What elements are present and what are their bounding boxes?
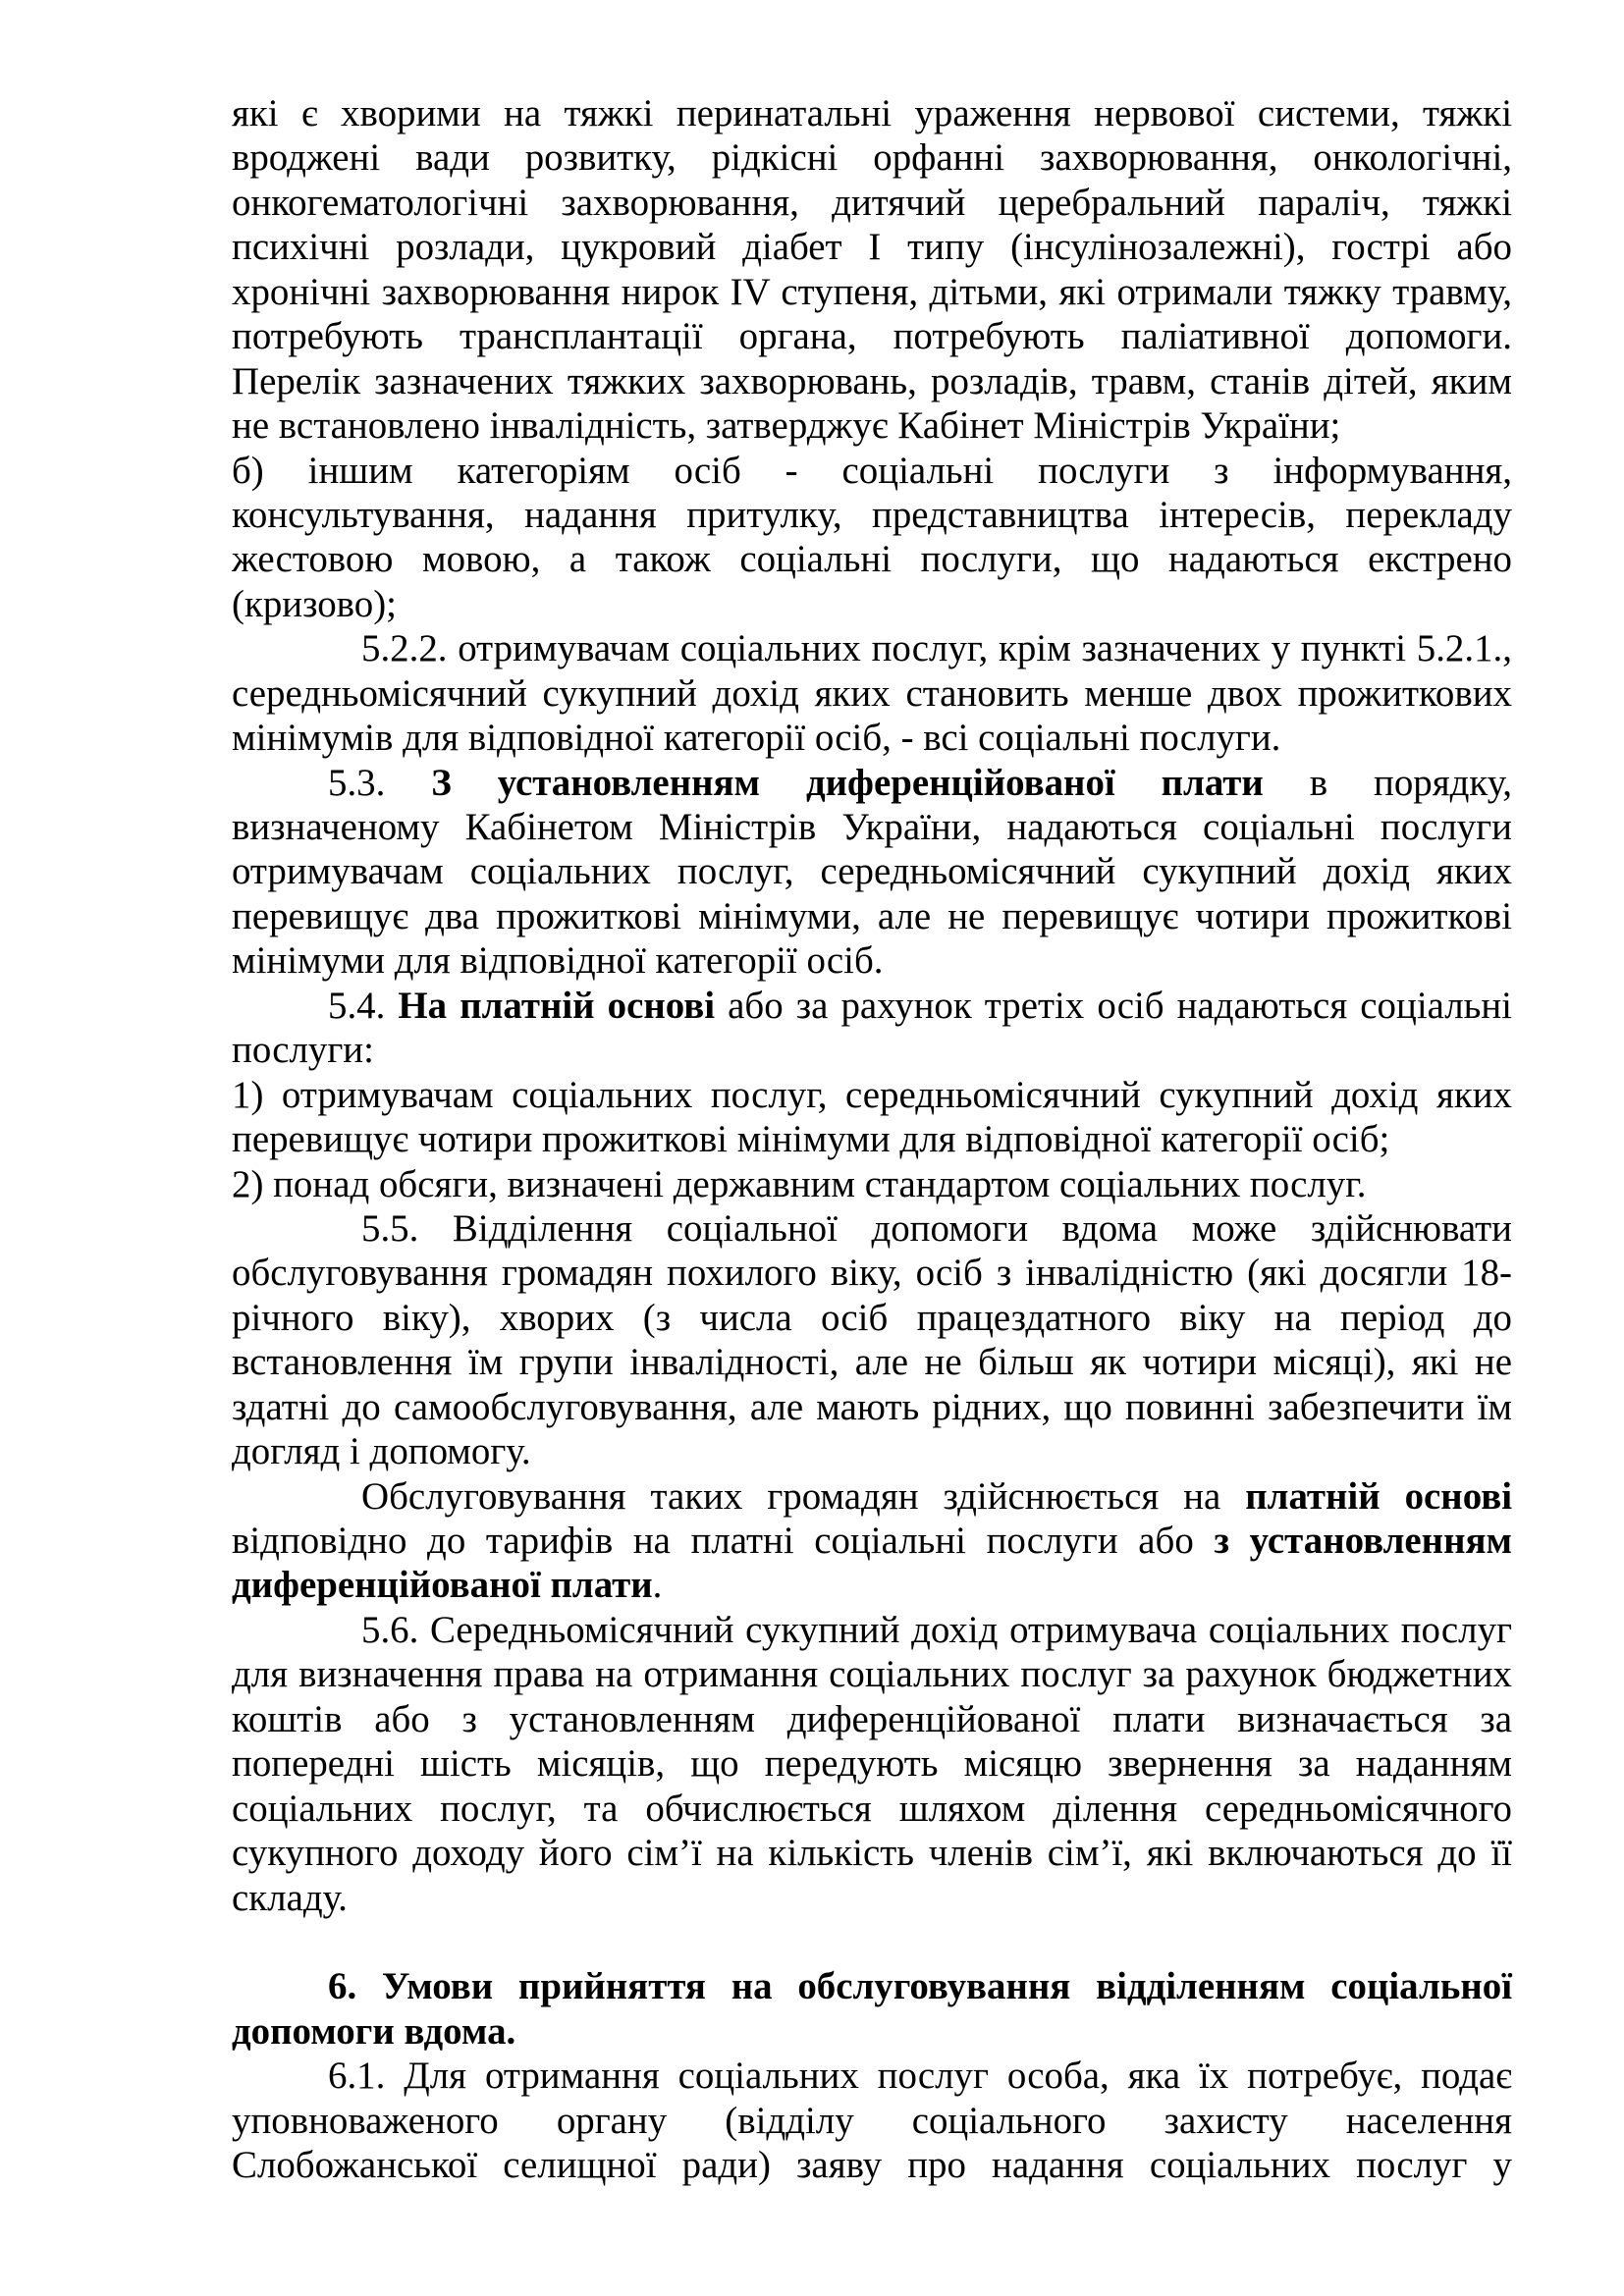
text-line: 5.6. Середньомісячний сукупний дохід отримувача соціальних послуг — [361, 1608, 1512, 1651]
heading-line: допомоги вдома. — [232, 2009, 516, 2053]
text-line: (кризово); — [232, 582, 397, 625]
text-line: не встановлено інвалідність, затверджує Кабінет Міністрів України; — [232, 404, 1341, 448]
text-line: коштів або з установленням диференційованої плати визначається за — [232, 1697, 1512, 1740]
text-line: сукупного доходу його сім’ї на кількість членів сім’ї, які включаються до її — [232, 1832, 1512, 1875]
text-line: Перелік зазначених тяжких захворювань, розладів, травм, станів дітей, яким — [232, 359, 1512, 402]
line-segment: відповідно до тарифів на платні соціальні послуги або — [232, 1520, 1215, 1562]
text-line: 6.1. Для отримання соціальних послуг особа, яка їх потребує, подає — [328, 2055, 1512, 2098]
paragraph-5-4 — [232, 984, 1512, 1073]
line-segment: 5.3. — [328, 761, 432, 804]
text-line: 1) отримувачам соціальних послуг, середньомісячний сукупний дохід яких — [232, 1073, 1512, 1116]
text-line: мінімуми для відповідної категорії осіб. — [232, 939, 884, 983]
text-line: перевищує чотири прожиткові мінімуми для відповідної категорії осіб; — [232, 1118, 1390, 1161]
list-item-2 — [232, 1162, 1512, 1206]
emphasis: з установленням — [1214, 1520, 1513, 1562]
text-line: послуги: — [232, 1029, 374, 1072]
line-segment: або за рахунок третіх осіб надаються соціальні — [715, 984, 1512, 1027]
text-line: 5.5. Відділення соціальної допомоги вдома може здійснювати — [361, 1206, 1512, 1250]
blank-line — [232, 1920, 1512, 1964]
text-line: які є хворими на тяжкі перинатальні ураження нервової системи, тяжкі — [232, 92, 1512, 134]
text-line: мінімумів для відповідної категорії осіб, - всі соціальні послуги. — [232, 717, 1281, 760]
emphasis: диференційованої плати — [232, 1564, 653, 1607]
text-line: отримувачам соціальних послуг, середньомісячний сукупний дохід яких — [232, 850, 1512, 893]
text-line: складу. — [232, 1876, 348, 1919]
line-segment: . — [652, 1564, 663, 1607]
paragraph-5-5-service-terms — [232, 1474, 1512, 1608]
text-line: Слобожанської селищної ради) заяву про надання соціальних послуг у — [232, 2144, 1512, 2187]
text-line: психічні розлади, цукровий діабет I типу (інсулінозалежні), гострі або — [232, 226, 1512, 269]
paragraph-6-1 — [232, 2054, 1512, 2187]
text-line: попередні шість місяців, що передують місяцю звернення за наданням — [232, 1742, 1512, 1786]
emphasis: платній основі — [1245, 1474, 1512, 1518]
emphasis: На платній основі — [398, 984, 716, 1027]
text-line: онкогематологічні захворювання, дитячий церебральний параліч, тяжкі — [232, 181, 1512, 224]
text-line: потребують трансплантації органа, потребують паліативної допомоги. — [232, 315, 1512, 358]
text-line: річного віку), хворих (з числа осіб працездатного віку на період до — [232, 1296, 1512, 1339]
paragraph-5-5 — [232, 1206, 1512, 1474]
text-line: визначеному Кабінетом Міністрів України, надаються соціальні послуги — [232, 806, 1512, 848]
paragraph-5-2-1-a-continuation — [232, 91, 1512, 449]
text-line: хронічні захворювання нирок IV ступеня, дітьми, які отримали тяжку травму, — [232, 270, 1512, 313]
text-line: вроджені вади розвитку, рідкісні орфанні захворювання, онкологічні, — [232, 136, 1512, 180]
line-segment: 5.4. — [328, 984, 399, 1027]
text-line: перевищує два прожиткові мінімуми, але не перевищує чотири прожиткові — [232, 894, 1512, 937]
section-6-heading — [232, 1964, 1512, 2054]
text-line — [232, 984, 1512, 1028]
paragraph-5-2-2 — [232, 626, 1512, 760]
text-line: для визначення права на отримання соціальних послуг за рахунок бюджетних — [232, 1653, 1512, 1696]
text-line: соціальних послуг, та обчислюється шляхом ділення середньомісячного — [232, 1787, 1512, 1830]
line-segment: в порядку, — [1263, 761, 1513, 804]
text-line — [232, 1563, 1512, 1607]
text-line: жестовою мовою, а також соціальні послуги, що надаються екстрено — [232, 538, 1512, 581]
text-line — [232, 1519, 1512, 1563]
text-line — [232, 1474, 1512, 1519]
paragraph-5-6 — [232, 1608, 1512, 1920]
text-line: середньомісячний сукупний дохід яких становить менше двох прожиткових — [232, 671, 1512, 715]
text-line: 5.2.2. отримувачам соціальних послуг, крім зазначених у пункті 5.2.1., — [361, 627, 1512, 670]
emphasis: З установленням диференційованої плати — [431, 761, 1264, 804]
text-line: консультування, надання притулку, представництва інтересів, перекладу — [232, 493, 1512, 536]
text-line: обслуговування громадян похилого віку, осіб з інвалідністю (які досягли 18- — [232, 1252, 1512, 1295]
text-line: догляд і допомогу. — [232, 1430, 531, 1473]
paragraph-5-3 — [232, 761, 1512, 984]
heading-line: 6. Умови прийняття на обслуговування відділенням соціальної — [328, 1965, 1512, 2008]
document-body — [232, 91, 1512, 2188]
line-segment: Обслуговування таких громадян здійснюється на — [361, 1474, 1246, 1518]
text-line: здатні до самообслуговування, але мають рідних, що повинні забезпечити їм — [232, 1385, 1512, 1428]
list-item-1 — [232, 1073, 1512, 1162]
text-line: б) іншим категоріям осіб - соціальні послуги з інформування, — [232, 449, 1512, 492]
text-line: уповноваженого органу (відділу соціального захисту населення — [232, 2099, 1512, 2142]
text-line — [232, 761, 1512, 805]
text-line: 2) понад обсяги, визначені державним стандартом соціальних послуг. — [232, 1162, 1367, 1205]
paragraph-5-2-1-b — [232, 449, 1512, 627]
text-line: встановлення їм групи інвалідності, але не більш як чотири місяці), які не — [232, 1341, 1512, 1384]
